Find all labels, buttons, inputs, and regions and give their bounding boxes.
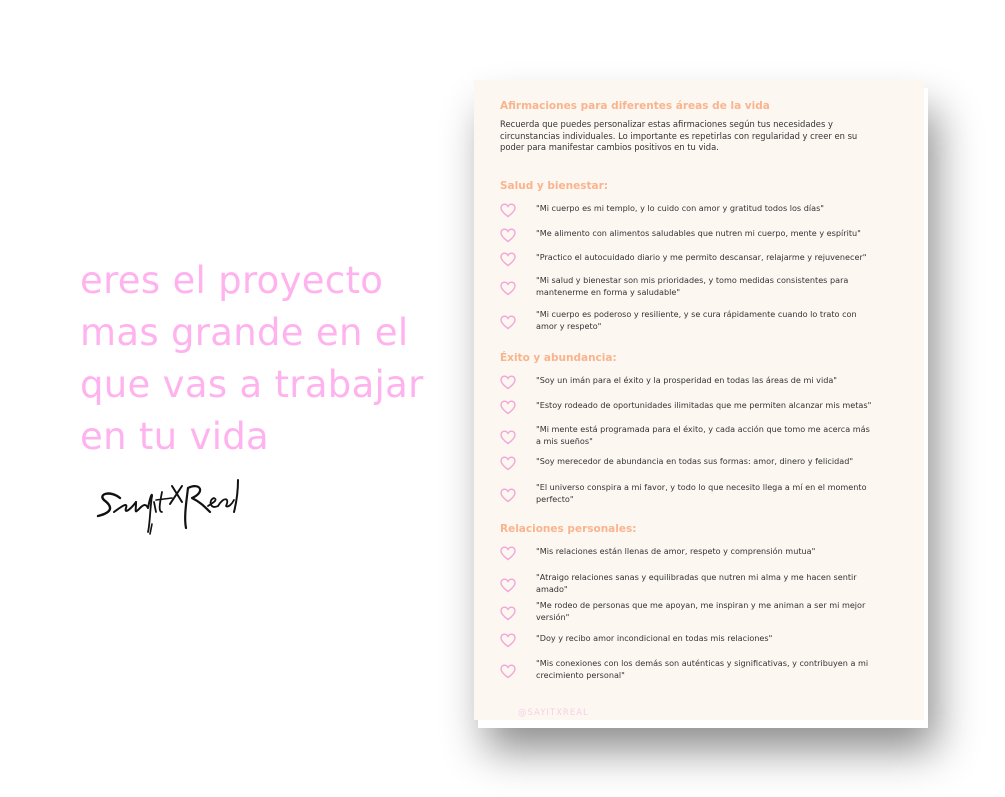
heart-outline-icon: [500, 606, 516, 621]
headline-line: que vas a trabajar: [80, 363, 424, 406]
headline-line: mas grande en el: [80, 311, 409, 354]
section-title-success: Éxito y abundancia:: [500, 352, 617, 364]
document-page: [474, 80, 924, 720]
affirmation-text: [536, 633, 898, 645]
section-title-relationships: Relaciones personales:: [500, 523, 637, 535]
heart-outline-icon: [500, 664, 516, 679]
affirmation-text: [536, 424, 898, 447]
heart-outline-icon: [500, 252, 516, 267]
affirmation-text: [536, 456, 898, 468]
document-intro: [500, 119, 900, 154]
heart-outline-icon: [500, 281, 516, 296]
document-header: [500, 100, 900, 154]
heart-outline-icon: [500, 546, 516, 561]
affirmation-text: [536, 375, 898, 387]
affirmation-line: "Me alimento con alimentos saludables que nutren mi cuerpo, mente y espíritu": [536, 228, 861, 238]
affirmation-line: "Mi mente está programada para el éxito, y cada acción que tomo me acerca más: [536, 424, 870, 434]
heart-outline-icon: [500, 456, 516, 471]
headline: [80, 255, 470, 463]
affirmation-line: "Mi cuerpo es poderoso y resiliente, y se cura rápidamente cuando lo trato con: [536, 309, 857, 319]
affirmation-line: "Mis relaciones están llenas de amor, respeto y comprensión mutua": [536, 546, 816, 556]
heart-outline-icon: [500, 578, 516, 593]
affirmation-line: amado": [536, 583, 568, 594]
heart-outline-icon: [500, 430, 516, 445]
affirmation-line: "Me rodeo de personas que me apoyan, me inspiran y me animan a ser mi mejor: [536, 600, 866, 610]
affirmation-line: "Mi cuerpo es mi templo, y lo cuido con amor y gratitud todos los días": [536, 203, 825, 213]
affirmation-line: "Practico el autocuidado diario y me permito descansar, relajarme y rejuvenecer": [536, 252, 867, 262]
document-title: Afirmaciones para diferentes áreas de la vida: [500, 100, 770, 112]
affirmation-line: crecimiento personal": [536, 669, 625, 680]
affirmation-line: versión": [536, 611, 570, 622]
affirmation-text: [536, 309, 898, 332]
heart-outline-icon: [500, 633, 516, 648]
affirmation-text: [536, 252, 898, 264]
affirmation-line: "Soy un imán para el éxito y la prosperidad en todas las áreas de mi vida": [536, 375, 838, 385]
headline-line: eres el proyecto: [80, 259, 384, 302]
heart-outline-icon: [500, 315, 516, 330]
heart-outline-icon: [500, 203, 516, 218]
intro-line: Recuerda que puedes personalizar estas afirmaciones según tus necesidades y: [500, 119, 833, 129]
heart-outline-icon: [500, 375, 516, 390]
affirmation-line: "Mi salud y bienestar son mis prioridades, y tomo medidas consistentes para: [536, 275, 849, 285]
affirmation-text: [536, 275, 898, 298]
affirmation-line: "Atraigo relaciones sanas y equilibradas que nutren mi alma y me hacen sentir: [536, 572, 857, 582]
affirmation-line: amor y respeto": [536, 320, 602, 331]
affirmation-text: [536, 203, 898, 215]
heart-outline-icon: [500, 400, 516, 415]
signature: [92, 468, 262, 550]
affirmation-text: [536, 546, 898, 558]
headline-line: en tu vida: [80, 415, 270, 458]
affirmation-text: [536, 658, 898, 681]
affirmation-text: [536, 572, 898, 595]
affirmation-line: a mis sueños": [536, 435, 593, 446]
affirmation-text: [536, 600, 898, 623]
intro-line: poder para manifestar cambios positivos en tu vida.: [500, 142, 719, 152]
affirmation-text: [536, 482, 898, 505]
affirmation-text: [536, 228, 898, 240]
heart-outline-icon: [500, 228, 516, 243]
affirmation-line: "Estoy rodeado de oportunidades ilimitadas que me permiten alcanzar mis metas": [536, 400, 872, 410]
affirmation-line: "Mis conexiones con los demás son auténticas y significativas, y contribuyen a mi: [536, 658, 869, 668]
section-title-health: Salud y bienestar:: [500, 180, 608, 192]
heart-outline-icon: [500, 488, 516, 503]
affirmation-line: perfecto": [536, 493, 574, 504]
affirmation-text: [536, 400, 898, 412]
affirmation-line: "Soy merecedor de abundancia en todas sus formas: amor, dinero y felicidad": [536, 456, 854, 466]
footer-handle: @SAYITXREAL: [518, 708, 589, 718]
affirmation-line: mantenerme en forma y saludable": [536, 286, 681, 297]
intro-line: circunstancias individuales. Lo importante es repetirlas con regularidad y creer en su: [500, 130, 858, 141]
affirmation-line: "Doy y recibo amor incondicional en todas mis relaciones": [536, 633, 773, 643]
affirmation-line: "El universo conspira a mi favor, y todo lo que necesito llega a mí en el momento: [536, 482, 867, 492]
